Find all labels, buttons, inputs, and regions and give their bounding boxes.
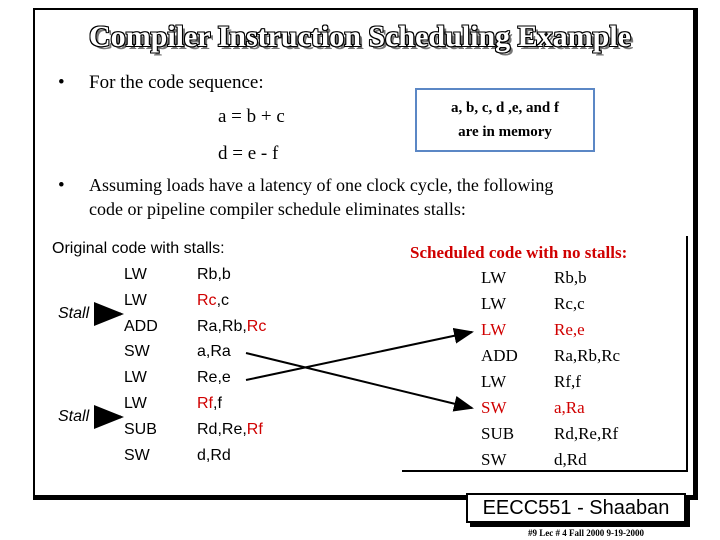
scheduled-op: ADD (481, 346, 518, 365)
original-op: ADD (124, 317, 158, 335)
scheduled-op: LW (481, 320, 507, 339)
original-op: SW (124, 343, 150, 361)
scheduled-args: Rb,b (554, 268, 587, 287)
original-op: LW (124, 369, 147, 387)
operand-text: ,f (213, 395, 222, 412)
highlighted-register: Rc (246, 317, 267, 335)
operand-text: Ra,Rb, (197, 317, 247, 335)
operand-text: Rd,Re, (197, 420, 247, 438)
operand-text: Re,e (197, 369, 231, 387)
bullet-dot: • (58, 72, 65, 93)
memory-note-line1: a, b, c, d ,e, and f (451, 100, 559, 116)
memory-note-line2: are in memory (458, 124, 552, 140)
scheduled-args: Rf,f (554, 372, 581, 391)
highlighted-register: Rf (197, 395, 213, 412)
operand-text: a,Ra (197, 343, 231, 361)
original-code-header: Original code with stalls: (52, 240, 225, 257)
slide-info: #9 Lec # 4 Fall 2000 9-19-2000 (528, 528, 644, 538)
original-op: LW (124, 395, 147, 412)
stall-label: Stall (58, 408, 90, 425)
scheduled-op: LW (481, 268, 507, 287)
operand-text: Rb,b (197, 266, 231, 283)
highlighted-register: Rf (246, 420, 263, 438)
scheduled-args: Rc,c (554, 294, 585, 313)
course-footer: EECC551 - Shaaban (466, 493, 686, 523)
equation-a: a = b + c (218, 106, 285, 127)
move-arrow-sw (246, 353, 472, 408)
equation-d: d = e - f (218, 143, 279, 164)
highlighted-register: Rc (197, 291, 217, 309)
move-arrow-lw (246, 332, 472, 380)
slide-title: Compiler Instruction Scheduling Example (88, 20, 631, 53)
scheduled-code-header: Scheduled code with no stalls: (410, 243, 628, 262)
scheduled-op: LW (481, 372, 507, 391)
scheduled-op: SW (481, 398, 507, 417)
operand-text: ,c (216, 291, 230, 309)
bullet-latency-line1: Assuming loads have a latency of one clock cycle, the following (89, 175, 554, 195)
scheduled-args: Rd,Re,Rf (554, 424, 619, 443)
scheduled-op: LW (481, 294, 507, 313)
original-op: SUB (124, 420, 157, 438)
scheduled-args: Ra,Rb,Rc (554, 346, 621, 365)
scheduled-args: Re,e (554, 320, 585, 339)
original-op: LW (124, 266, 147, 283)
original-op: LW (124, 291, 147, 309)
scheduled-op: SW (481, 450, 507, 469)
bullet-code-sequence: For the code sequence: (89, 72, 264, 93)
scheduled-op: SUB (481, 424, 515, 443)
scheduled-args: d,Rd (554, 450, 587, 469)
stall-label: Stall (58, 305, 90, 322)
bullet-latency-line2: code or pipeline compiler schedule eliminates stalls: (89, 199, 466, 219)
operand-text: d,Rd (197, 446, 231, 464)
scheduled-args: a,Ra (554, 398, 585, 417)
original-op: SW (124, 446, 150, 464)
bullet-dot: • (58, 175, 65, 196)
